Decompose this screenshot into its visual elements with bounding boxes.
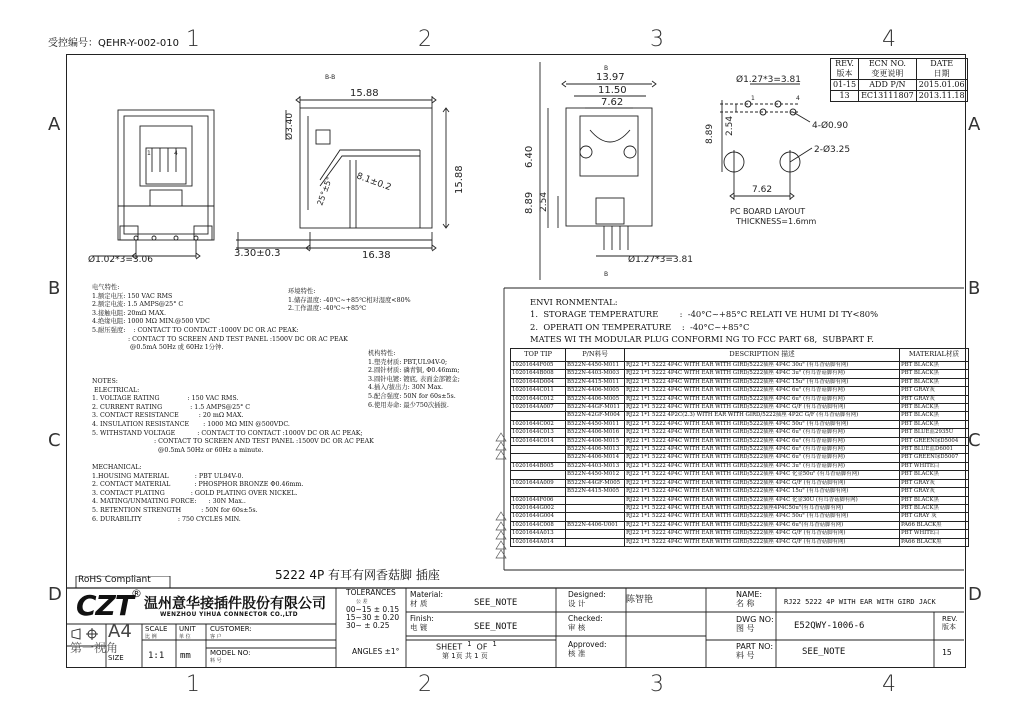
sheet-number-cn: 第 1页 共 1 页 [442,652,488,660]
parts-row [511,462,969,470]
logo-registered-mark: ® [131,587,142,600]
dim-side-length: 15.88 [350,88,379,99]
parts-row [511,387,969,395]
parts-cell: B522N-4406-M005 [566,387,625,395]
size-label: SIZE [108,654,124,662]
parts-cell: PBT GREEN绿D5007 [900,454,969,462]
parts-row [511,488,969,496]
zone-col-4: 4 [882,27,896,52]
parts-cell: 10201644C012 [511,395,566,403]
parts-row [511,454,969,462]
zone-col-1: 1 [186,27,200,52]
parts-cell [511,446,566,454]
parts-cell: B522N-4450-M012 [566,471,625,479]
front-pin4-label: 4 [174,150,178,157]
dim-side-height: 15.88 [454,165,465,194]
rev-header-date: DATE 日期 [916,59,967,80]
section-mark-top: B [604,65,609,72]
parts-cell: PBT GRAY 灰 [900,513,969,521]
rev-cell: 2015.01.06 [916,80,967,91]
parts-cell [511,488,566,496]
parts-cell [566,504,625,512]
parts-cell [511,454,566,462]
parts-cell: PBT GREEN绿D5004 [900,437,969,445]
rev-header-rev: REV. 版本 [831,59,859,80]
rev-cell: 01-15 [831,80,859,91]
part-value: SEE_NOTE [802,647,846,657]
parts-cell: B522N-4415-M005 [566,488,625,496]
parts-cell: RJ22 1*1 5222 4P4C WITH EAR WITH GIRD/5222插座 4P4C G/F (有耳香菇脚有网) [625,404,900,412]
parts-cell: 10201644C011 [511,387,566,395]
parts-cell: PBT BLUE蓝D6001 [900,446,969,454]
parts-cell: PBT BLACK黑 [900,362,969,370]
parts-cell: PBT BLACK黑 [900,496,969,504]
zone-row-b-right: B [968,278,981,299]
parts-cell [511,412,566,420]
zone-col-4-bottom: 4 [882,672,896,697]
rev-header-ecn: ECN NO. 变更说明 [859,59,917,80]
parts-cell: RJ22 1*1 5222 4P4C WITH EAR WITH GIRD/5222插座 4P4C 30u" (有耳香菇脚有网) [625,362,900,370]
parts-row [511,504,969,512]
dim-side-8-1: 8.1±0.2 [354,171,393,194]
parts-cell: RJ22 1*1 5222 4P4C WITH EAR WITH GIRD/5222插座 4P4C 50u" (有耳香菇脚有网) [625,420,900,428]
section-mark-bottom: B [604,271,609,278]
parts-cell: RJ22 1*1 5222 4P4C WITH EAR WITH GIRD/5222插座4P4C50u"(有耳香菇脚有网) [625,504,900,512]
parts-row [511,437,969,445]
parts-cell: RJ22 1*1 5222 4P4C WITH EAR WITH GIRD/5222插座 4P4C G/F (有耳香菇脚有网) [625,479,900,487]
parts-cell: PBT BLACK黑 [900,471,969,479]
zone-row-c: C [48,430,61,451]
notes-en: NOTES: ELECTRICAL: 1. VOLTAGE RATING : 150 VAC RMS. 2. CURRENT RATING : 1.5 AMPS@25° C 3. CONTACT RESISTANCE : 20 mΩ MAX. 4. INSULATION RESISTANCE : 1000 MΩ MIN @500VDC. 5. WITHSTAND VOLTAGE : CONTACT TO CONTACT :1000V DC OR AC PEAK; : CONTACT TO SCREEN AND TEST PANEL :1500V DC OR AC PEAK @0.5mA 50Hz or 60Hz a minute. MECHANICAL: 1.HOUSING MATERIAL : PBT UL94V-0. 2. CONTACT MATERIAL : PHOSPHOR BRONZE Φ0.46mm. 3. CONTACT PLATING : GOLD PLATING OVER NICKEL. 4. MATING/UNMATING FORCE: : 30N Max.. 5. RETENTION STRENGTH : 50N for 60s±5s. 6. DURABILITY : 750 CYCLES MIN. [92,378,374,523]
finish-label: Finish: 电 镀 [410,614,434,632]
parts-cell: 10201644C008 [511,521,566,529]
dim-side-hole: Ø3.40 [285,112,295,140]
parts-cell: B522N-4415-M011 [566,378,625,386]
parts-cell: 10201644F005 [511,362,566,370]
checked-label: Checked: 审 核 [568,614,603,632]
finish-value: SEE_NOTE [474,622,518,632]
parts-cell: 10201644G002 [511,504,566,512]
parts-cell: RJ22 1*1 5222 4P4C WITH EAR WITH GIRD/5222插座 4P4C G/F (有耳香菇脚有网) [625,530,900,538]
parts-cell: B522N-4406-M016 [566,429,625,437]
parts-cell: PBT BLACK黑 [900,378,969,386]
zone-row-b: B [48,278,61,299]
dwg-value: E52QWY-1006-6 [794,621,865,631]
dim-side-angle: 25°±5° [315,175,335,207]
company-name-cn: 温州意华接插件股份有限公司 [144,596,326,612]
zone-col-1-bottom: 1 [186,672,200,697]
parts-row [511,446,969,454]
parts-cell: 10201644A007 [511,404,566,412]
parts-cell: B522N-4406-U001 [566,521,625,529]
pcb-pin1-label: 1 [751,95,755,102]
parts-cell: RJ22 1*1 5222 4P4C WITH EAR WITH GIRD/5222插座 4P4C 6u" (有耳香菇脚有网) [625,429,900,437]
parts-cell: PBT BLACK黑 [900,504,969,512]
parts-cell: RJ22 1*1 5222 4P4C WITH EAR WITH GIRD/5222插座 4P4C 6u" (有耳香菇脚有网) [625,387,900,395]
front-view [92,110,214,259]
parts-cell: B522N-4406-M014 [566,454,625,462]
parts-cell: 10201644C014 [511,437,566,445]
rev-label: REV. 版本 [942,615,958,631]
parts-cell: PBT GRAY灰 [900,387,969,395]
scale-label: SCALE 比 例 [145,625,168,640]
unit-value: mm [180,651,191,661]
zone-row-a: A [48,114,61,135]
tolerances-block: TOLERANCES 公 差 00~15 ± 0.15 15~30 ± 0.20 30~ ± 0.25 [346,588,400,630]
parts-cell: B522N-44GF-M011 [566,404,625,412]
zone-col-3: 3 [650,27,664,52]
pcb-pin4-label: 4 [796,95,800,102]
parts-row [511,538,969,546]
parts-cell: 10201644C013 [511,429,566,437]
parts-cell: RJ22 1*1 5222 4P4C WITH EAR WITH GIRD/5222插座 4P4C 15u" (有耳香菇脚有网) [625,378,900,386]
notes-cn-environment: 环境特性: 1.储存温度: -40℃~+85℃相对湿度<80% 2.工作温度: -40℃~+85℃ [288,288,411,313]
parts-cell: PBT GRAY灰 [900,395,969,403]
rev-cell: 2013.11.18 [916,91,967,102]
material-value: SEE_NOTE [474,598,518,608]
model-label: MODEL NO: 料 号 [210,649,251,664]
parts-cell: RJ22 1*1 5222 4P4C WITH EAR WITH GIRD/5222插座 4P4C 6u" (有耳香菇脚有网) [625,395,900,403]
parts-cell: 10201644F006 [511,496,566,504]
pcb-thickness: THICKNESS=1.6mm [736,217,817,226]
notes-cn-mechanical: 机构特性: 1.塑壳材质: PBT,UL94V-0; 2.圆针材质: 磷青铜, Φ0.46mm; 3.圆针电镀: 镀底, 表面金部镀金; 4.插入/拔出力: 30N Max. 5.配合强度: 50N for 60s±5s. 6.使用寿命: 最少750次插拔. [368,350,460,409]
zone-row-a-right: A [968,114,981,135]
parts-cell: B522N-42GF-M004 [566,412,625,420]
parts-row [511,420,969,428]
parts-cell: PBT BLACK黑 [900,370,969,378]
parts-cell: RJ22 1*1 5222 4P4C WITH EAR WITH GIRD/5222插座 4P4C 6u"(有耳香菇脚有网) [625,521,900,529]
company-name-en: WENZHOU YIHUA CONNECTOR CO.,LTD [160,612,298,618]
unit-label: UNIT 单 位 [179,625,196,640]
parts-cell: PA66 BLACK黑 [900,521,969,529]
dim-pcb-2-54: 2.54 [725,115,735,136]
parts-cell: RJ22 1*1 5222 4P4C WITH EAR WITH GIRD/5222插座 4P4C 6u" (有耳香菇脚有网) [625,446,900,454]
rev-cell: ADD P/N [859,80,917,91]
parts-cell: B522N-4406-M015 [566,437,625,445]
zone-col-3-bottom: 3 [650,672,664,697]
part-label: PART NO: 料 号 [736,642,774,660]
parts-cell: RJ22 1*1 5222 4P4C WITH EAR WITH GIRD/5222插座 4P4C 化金50u" (有耳香菇脚有网) [625,471,900,479]
revision-triangles [496,433,506,558]
dim-side-16-38: 16.38 [362,250,391,261]
parts-cell: PBT GRAY灰 [900,479,969,487]
dim-rear-7-62: 7.62 [601,97,624,108]
side-section-view [236,96,449,251]
dim-rear-13-97: 13.97 [596,72,625,83]
parts-cell [511,471,566,479]
parts-cell: PBT WHITE白 [900,462,969,470]
parts-row [511,521,969,529]
front-pin1-label: 1 [147,150,151,157]
zone-row-d-right: D [968,584,982,605]
dim-rear-pitch: Ø1.27*3=3.81 [628,255,693,265]
dim-pcb-pitch: Ø1.27*3=3.81 [736,75,801,85]
dim-pcb-7-62: 7.62 [752,185,773,195]
parts-cell: PBT BLACK黑 [900,412,969,420]
parts-cell: 10201644B008 [511,370,566,378]
parts-cell: B522N-4403-M013 [566,462,625,470]
parts-cell: B522N-4403-M003 [566,370,625,378]
pcb-layout-title: PC BOARD LAYOUT [730,207,806,216]
parts-header-material: MATERIAL材质 [900,349,969,362]
parts-header-top-tip: TOP TIP [511,349,566,362]
approved-label: Approved: 核 准 [568,640,607,658]
parts-cell: RJ22 1*1 5222 4P4C WITH EAR WITH GIRD/5222插座 4P4C 15u" (有耳香菇脚有网) [625,488,900,496]
company-logo: CZT [76,589,133,622]
parts-cell: PBT BLACK黑 [900,404,969,412]
sheet-number: SHEET $^1$ OF $^1$ [436,640,497,652]
parts-cell [566,513,625,521]
dwg-label: DWG NO: 图 号 [736,615,774,633]
dim-pcb-small-holes: 4-Ø0.90 [812,121,849,131]
zone-col-2: 2 [418,27,432,52]
sheet-size: A4 [108,621,132,642]
parts-cell [566,496,625,504]
parts-row [511,404,969,412]
parts-cell: B522N-4406-M005 [566,395,625,403]
parts-row [511,479,969,487]
parts-table [510,348,969,547]
dim-pcb-8-89: 8.89 [705,123,715,144]
parts-header-pn: P/N料号 [566,349,625,362]
parts-cell: PBT GRAY灰 [900,488,969,496]
dim-rear-11-50: 11.50 [598,85,627,96]
parts-header-description: DESCRIPTION 描述 [625,349,900,362]
dim-front-pitch: Ø1.02*3=3.06 [88,255,153,265]
dim-pcb-large-holes: 2-Ø3.25 [814,145,851,155]
designer-name: 陈智艳 [626,595,654,605]
parts-cell: 10201644A014 [511,538,566,546]
parts-cell: RJ22 1*1 5222 4P4C WITH EAR WITH GIRD/5222插座 4P4C 化金30U (有耳香菇脚有网) [625,496,900,504]
parts-cell: 10201644B005 [511,462,566,470]
zone-col-2-bottom: 2 [418,672,432,697]
first-angle-label: 第一视角 [70,641,119,655]
parts-cell: RJ22 1*1 5222 4P4C WITH EAR WITH GIRD/5222插座 4P4C G/F (有耳香菇脚有网) [625,538,900,546]
parts-row [511,496,969,504]
parts-row [511,429,969,437]
parts-row [511,471,969,479]
parts-cell: RJ22 1*1 5222 4P4C WITH EAR WITH GIRD/5222插座 4P4C 3u" (有耳香菇脚有网) [625,462,900,470]
dim-rear-6-40: 6.40 [524,145,535,168]
parts-row [511,378,969,386]
environmental-notes: ENVI RONMENTAL: 1. STORAGE TEMPERATURE : -40°C~+85°C RELATI VE HUMI DI TY<80% 2. OPERATI ON TEMPERATURE : -40°C~+85°C MATES WI TH MODULAR PLUG CONFORMI NG TO FCC PART 68, SUBPART F. [530,297,879,344]
scale-value: 1:1 [148,651,165,661]
parts-cell: B522N-4450-M011 [566,420,625,428]
parts-row [511,362,969,370]
parts-cell: 10201644G004 [511,513,566,521]
parts-cell: RJ22 1*1 5222 4P2C(2.3) WITH EAR WITH GIRD/5222插座 4P2C G/F (有耳香菇脚有网) [625,412,900,420]
rev-cell: 13 [831,91,859,102]
parts-cell: PBT BLUE蓝2935U [900,429,969,437]
designed-label: Designed: 设 计 [568,590,606,608]
zone-row-d: D [48,584,62,605]
parts-row [511,412,969,420]
parts-cell: 10201644A009 [511,479,566,487]
parts-cell: RJ22 1*1 5222 4P4C WITH EAR WITH GIRD/5222插座 4P4C 6u" (有耳香菇脚有网) [625,437,900,445]
dim-rear-8-89: 8.89 [524,191,535,214]
parts-cell: 10201644D004 [511,378,566,386]
parts-cell: 10201644C002 [511,420,566,428]
rev-cell: EC13111807 [859,91,917,102]
section-bb-label: B-B [325,74,336,81]
parts-cell: B522N-4450-M011 [566,362,625,370]
parts-cell: 10201644A013 [511,530,566,538]
notes-cn-electrical: 电气特性: 1.额定电压: 150 VAC RMS 2.额定电流: 1.5 AMPS@25° C 3.接触电阻: 20mΩ MAX. 4.绝缘电阻: 1000 MΩ MIN.@500 VDC 5.耐压强度: : CONTACT TO CONTACT :1000V DC OR AC PEAK: : CONTACT TO SCREEN AND TEST PANEL :1500V DC OR AC PEAK @0.5mA 50Hz 或 60Hz 1分钟. [92,284,348,352]
angles-tolerance: ANGLES ±1° [352,647,400,656]
dim-rear-2-54: 2.54 [539,191,549,212]
parts-row [511,513,969,521]
parts-row [511,530,969,538]
dim-side-3-30: 3.30±0.3 [234,248,281,259]
name-value: RJ22 5222 4P WITH EAR WITH GIRD JACK [784,598,936,606]
parts-cell [566,530,625,538]
parts-cell: RJ22 1*1 5222 4P4C WITH EAR WITH GIRD/5222插座 4P4C 50u" (有耳香菇脚有网) [625,513,900,521]
rohs-label: RoHS Compliant [78,575,151,585]
parts-row [511,395,969,403]
parts-row [511,370,969,378]
parts-cell: B522N-4406-M013 [566,446,625,454]
part-title: 5222 4P 有耳有网香菇脚 插座 [275,568,440,582]
control-number: 受控编号：QEHR-Y-002-010 [48,38,179,49]
parts-cell: PBT WHITE白 [900,530,969,538]
parts-cell: RJ22 1*1 5222 4P4C WITH EAR WITH GIRD/5222插座 4P4C 6u" (有耳香菇脚有网) [625,454,900,462]
parts-cell: RJ22 1*1 5222 4P4C WITH EAR WITH GIRD/5222插座 4P4C 3u" (有耳香菇脚有网) [625,370,900,378]
name-label: NAME: 名 称 [736,590,763,608]
rev-value: 15 [942,648,952,657]
zone-row-c-right: C [968,430,981,451]
parts-cell [566,538,625,546]
material-label: Material: 材 质 [410,590,443,608]
customer-label: CUSTOMER: 客 户 [210,625,252,640]
parts-cell: PA66 BLACK黑 [900,538,969,546]
parts-cell: B522N-44GF-M005 [566,479,625,487]
parts-cell: PBT BLACK黑 [900,420,969,428]
